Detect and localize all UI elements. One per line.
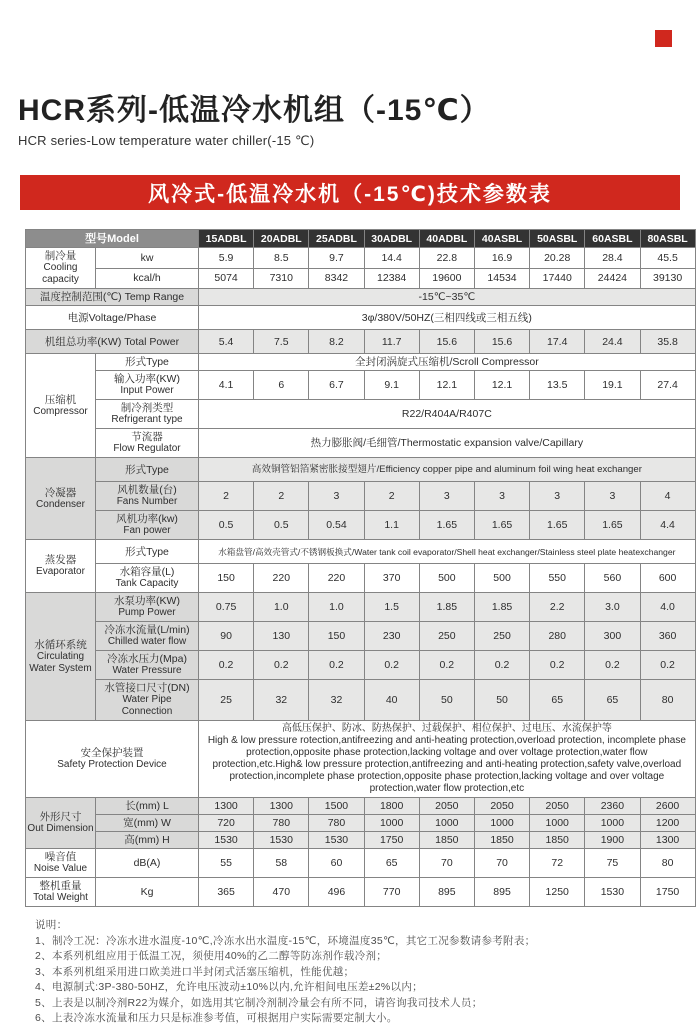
value-cell: 1300 (199, 798, 254, 815)
value-cell: 2050 (530, 798, 585, 815)
value-cell: 1500 (309, 798, 364, 815)
value-cell: 50 (474, 680, 529, 721)
evaporator-type-row (26, 540, 696, 564)
model-name: 25ADBL (309, 230, 364, 248)
model-header-label: 型号Model (26, 230, 199, 248)
value-cell: 1200 (640, 815, 695, 832)
value-cell: 360 (640, 622, 695, 651)
note-line: 5、上表是以制冷剂R22为媒介，如选用其它制冷剂制冷量会有所不同，请咨询我司技术人员； (35, 996, 483, 1009)
pump-power-label: 水泵功率(KW) Pump Power (96, 593, 199, 622)
temp-range-row (26, 289, 696, 306)
value-cell: 300 (585, 622, 640, 651)
input-power-label: 输入功率(KW) Input Power (96, 371, 199, 400)
value-cell: 0.2 (474, 651, 529, 680)
value-cell: 17.4 (530, 330, 585, 354)
refrigerant-value: R22/R404A/R407C (199, 400, 696, 429)
value-cell: 24.4 (585, 330, 640, 354)
flow-regulator-row (26, 429, 696, 458)
value-cell: 1750 (640, 878, 695, 907)
value-cell: 25 (199, 680, 254, 721)
value-cell: 1300 (640, 832, 695, 849)
value-cell: 365 (199, 878, 254, 907)
value-cell: 280 (530, 622, 585, 651)
value-cell: 75 (585, 849, 640, 878)
safety-label: 安全保护装置 Safety Protection Device (26, 721, 199, 798)
safety-text: 高低压保护、防冰、防热保护、过载保护、相位保护、过电压、水流保护等 High & low pressure rotection,antifreezing and anti-heating protection,overload protection, incomplete phase protection,opposite phase protection,lacking voltage and over voltage protection,water flow protection,etc.High& low pressure protection,antifreezing and anti-heating protection,safety valve,overload protection,incomplete phase protection,opposite phase protection,lacking voltage and over voltage protection,water flow protection,etc (199, 721, 696, 798)
value-cell: 720 (199, 815, 254, 832)
section-banner: 风冷式-低温冷水机（-15℃)技术参数表 (20, 175, 680, 210)
notes-heading: 说明： (35, 919, 68, 931)
water-system-label: 水循环系统 Circulating Water System (26, 593, 96, 721)
value-cell: 1.1 (364, 511, 419, 540)
noise-unit: dB(A) (96, 849, 199, 878)
value-cell: 39130 (640, 268, 695, 289)
total-power-label: 机组总功率(KW) Total Power (26, 330, 199, 354)
chilled-flow-row (26, 622, 696, 651)
value-cell: 0.2 (199, 651, 254, 680)
page-subtitle: HCR series-Low temperature water chiller(-15 ℃) (18, 133, 315, 148)
value-cell: 770 (364, 878, 419, 907)
value-cell: 1850 (530, 832, 585, 849)
value-cell: 7.5 (254, 330, 309, 354)
value-cell: 5074 (199, 268, 254, 289)
value-cell: 35.8 (640, 330, 695, 354)
value-cell: 3 (585, 482, 640, 511)
value-cell: 230 (364, 622, 419, 651)
value-cell: 40 (364, 680, 419, 721)
value-cell: 0.2 (309, 651, 364, 680)
condenser-type-row (26, 458, 696, 482)
value-cell: 3 (309, 482, 364, 511)
value-cell: 3 (419, 482, 474, 511)
input-power-row (26, 371, 696, 400)
value-cell: 19.1 (585, 371, 640, 400)
value-cell: 80 (640, 680, 695, 721)
value-cell: 1850 (419, 832, 474, 849)
value-cell: 1530 (309, 832, 364, 849)
temp-range-label: 温度控制范围(℃) Temp Range (26, 289, 199, 306)
value-cell: 220 (254, 564, 309, 593)
value-cell: 0.5 (199, 511, 254, 540)
value-cell: 0.2 (419, 651, 474, 680)
note-line: 6、上表冷冻水流量和压力只是标准参考值，可根据用户实际需要定制大小。 (35, 1012, 398, 1024)
value-cell: 7310 (254, 268, 309, 289)
value-cell: 2050 (474, 798, 529, 815)
value-cell: 1300 (254, 798, 309, 815)
value-cell: 20.28 (530, 248, 585, 269)
total-power-row (26, 330, 696, 354)
height-row (26, 832, 696, 849)
value-cell: 250 (474, 622, 529, 651)
value-cell: 4 (640, 482, 695, 511)
value-cell: 27.4 (640, 371, 695, 400)
refrigerant-row (26, 400, 696, 429)
value-cell: 3 (530, 482, 585, 511)
value-cell: 9.7 (309, 248, 364, 269)
value-cell: 3 (474, 482, 529, 511)
note-line: 2、本系列机组应用于低温工况，须使用40%的乙二醇等防冻剂作载冷剂； (35, 950, 388, 962)
condenser-label: 冷凝器 Condenser (26, 458, 96, 540)
value-cell: 5.9 (199, 248, 254, 269)
power-supply-row (26, 306, 696, 330)
value-cell: 65 (530, 680, 585, 721)
value-cell: 1.85 (474, 593, 529, 622)
value-cell: 1.65 (585, 511, 640, 540)
water-pressure-label: 冷冻水压力(Mpa) Water Pressure (96, 651, 199, 680)
evaporator-type-value: 水箱盘管/高效壳管式/不锈钢板换式/Water tank coil evaporator/Shell heat exchanger/Stainless steel plate heatexchanger (199, 540, 696, 564)
value-cell: 1.5 (364, 593, 419, 622)
value-cell: 2 (364, 482, 419, 511)
model-name: 50ASBL (530, 230, 585, 248)
kcal-label: kcal/h (96, 268, 199, 289)
width-row (26, 815, 696, 832)
compressor-type-label: 形式Type (96, 354, 199, 371)
value-cell: 1530 (254, 832, 309, 849)
note-line: 1、制冷工况：冷冻水进水温度-10℃,冷冻水出水温度-15℃，环境温度35℃，其它工况参数请参考附表； (35, 934, 536, 947)
weight-label: 整机重量 Total Weight (26, 878, 96, 907)
value-cell: 12.1 (419, 371, 474, 400)
power-supply-label: 电源Voltage/Phase (26, 306, 199, 330)
value-cell: 90 (199, 622, 254, 651)
value-cell: 4.4 (640, 511, 695, 540)
value-cell: 14534 (474, 268, 529, 289)
value-cell: 8342 (309, 268, 364, 289)
value-cell: 22.8 (419, 248, 474, 269)
value-cell: 50 (419, 680, 474, 721)
value-cell: 15.6 (419, 330, 474, 354)
chilled-flow-label: 冷冻水流量(L/min) Chilled water flow (96, 622, 199, 651)
length-row (26, 798, 696, 815)
value-cell: 1750 (364, 832, 419, 849)
value-cell: 1.65 (419, 511, 474, 540)
value-cell: 150 (309, 622, 364, 651)
value-cell: 1000 (364, 815, 419, 832)
value-cell: 58 (254, 849, 309, 878)
height-label: 高(mm) H (96, 832, 199, 849)
compressor-type-row (26, 354, 696, 371)
value-cell: 780 (254, 815, 309, 832)
kw-label: kw (96, 248, 199, 269)
value-cell: 550 (530, 564, 585, 593)
fan-power-row (26, 511, 696, 540)
value-cell: 895 (474, 878, 529, 907)
dimension-label: 外形尺寸 Out Dimension (26, 798, 96, 849)
value-cell: 780 (309, 815, 364, 832)
value-cell: 8.2 (309, 330, 364, 354)
value-cell: 0.2 (640, 651, 695, 680)
cooling-kw-row (26, 248, 696, 269)
value-cell: 500 (419, 564, 474, 593)
value-cell: 1.65 (530, 511, 585, 540)
compressor-type-value: 全封闭涡旋式压缩机/Scroll Compressor (199, 354, 696, 371)
value-cell: 560 (585, 564, 640, 593)
value-cell: 2.2 (530, 593, 585, 622)
value-cell: 65 (364, 849, 419, 878)
value-cell: 12384 (364, 268, 419, 289)
pipe-connection-row (26, 680, 696, 721)
value-cell: 2050 (419, 798, 474, 815)
value-cell: 32 (254, 680, 309, 721)
width-label: 宽(mm) W (96, 815, 199, 832)
value-cell: 72 (530, 849, 585, 878)
value-cell: 28.4 (585, 248, 640, 269)
value-cell: 250 (419, 622, 474, 651)
model-name: 60ASBL (585, 230, 640, 248)
pump-power-row (26, 593, 696, 622)
value-cell: 8.5 (254, 248, 309, 269)
value-cell: 470 (254, 878, 309, 907)
value-cell: 0.2 (364, 651, 419, 680)
condenser-type-label: 形式Type (96, 458, 199, 482)
value-cell: 12.1 (474, 371, 529, 400)
value-cell: 6 (254, 371, 309, 400)
value-cell: 80 (640, 849, 695, 878)
value-cell: 1850 (474, 832, 529, 849)
value-cell: 2360 (585, 798, 640, 815)
value-cell: 19600 (419, 268, 474, 289)
value-cell: 1250 (530, 878, 585, 907)
compressor-label: 压缩机 Compressor (26, 354, 96, 458)
noise-row (26, 849, 696, 878)
notes-section (35, 918, 700, 1027)
value-cell: 1.85 (419, 593, 474, 622)
value-cell: 130 (254, 622, 309, 651)
condenser-type-value: 高效铜管铝箔紧密胀接型翅片/Efficiency copper pipe and aluminum foil wing heat exchanger (199, 458, 696, 482)
value-cell: 70 (419, 849, 474, 878)
value-cell: 1.0 (309, 593, 364, 622)
cooling-capacity-label: 制冷量 Cooling capacity (26, 248, 96, 289)
value-cell: 0.75 (199, 593, 254, 622)
value-cell: 895 (419, 878, 474, 907)
value-cell: 15.6 (474, 330, 529, 354)
value-cell: 1530 (199, 832, 254, 849)
value-cell: 500 (474, 564, 529, 593)
value-cell: 1000 (530, 815, 585, 832)
fans-number-label: 风机数量(台) Fans Number (96, 482, 199, 511)
flow-regulator-value: 热力膨胀阀/毛细管/Thermostatic expansion valve/Capillary (199, 429, 696, 458)
value-cell: 0.2 (585, 651, 640, 680)
header (0, 0, 700, 149)
value-cell: 70 (474, 849, 529, 878)
value-cell: 11.7 (364, 330, 419, 354)
value-cell: 150 (199, 564, 254, 593)
value-cell: 1000 (585, 815, 640, 832)
value-cell: 2 (254, 482, 309, 511)
value-cell: 0.5 (254, 511, 309, 540)
model-name: 15ADBL (199, 230, 254, 248)
value-cell: 1900 (585, 832, 640, 849)
water-pressure-row (26, 651, 696, 680)
note-line: 3、本系列机组采用进口欧美进口半封闭式活塞压缩机，性能优越； (35, 965, 355, 978)
value-cell: 45.5 (640, 248, 695, 269)
weight-unit: Kg (96, 878, 199, 907)
evaporator-type-label: 形式Type (96, 540, 199, 564)
refrigerant-label: 制冷剂类型 Refrigerant type (96, 400, 199, 429)
cooling-kcal-row (26, 268, 696, 289)
temp-range-value: -15℃~35℃ (199, 289, 696, 306)
value-cell: 14.4 (364, 248, 419, 269)
value-cell: 370 (364, 564, 419, 593)
value-cell: 1.65 (474, 511, 529, 540)
value-cell: 1000 (419, 815, 474, 832)
value-cell: 4.1 (199, 371, 254, 400)
safety-row (26, 721, 696, 798)
value-cell: 496 (309, 878, 364, 907)
model-name: 30ADBL (364, 230, 419, 248)
value-cell: 6.7 (309, 371, 364, 400)
value-cell: 65 (585, 680, 640, 721)
noise-label: 噪音值 Noise Value (26, 849, 96, 878)
weight-row (26, 878, 696, 907)
value-cell: 2600 (640, 798, 695, 815)
value-cell: 32 (309, 680, 364, 721)
value-cell: 0.54 (309, 511, 364, 540)
value-cell: 220 (309, 564, 364, 593)
model-name: 40ASBL (474, 230, 529, 248)
value-cell: 1000 (474, 815, 529, 832)
fan-power-label: 风机功率(kw) Fan power (96, 511, 199, 540)
tank-capacity-label: 水箱容量(L) Tank Capacity (96, 564, 199, 593)
value-cell: 4.0 (640, 593, 695, 622)
corner-accent-square (655, 30, 672, 47)
note-line: 4、电源制式:3P-380-50HZ，允许电压波动±10%以内,允许相间电压差±2%以内； (35, 981, 423, 993)
value-cell: 1800 (364, 798, 419, 815)
pipe-connection-label: 水管接口尺寸(DN) Water Pipe Connection (96, 680, 199, 721)
value-cell: 17440 (530, 268, 585, 289)
value-cell: 1.0 (254, 593, 309, 622)
value-cell: 1530 (585, 878, 640, 907)
model-name: 20ADBL (254, 230, 309, 248)
value-cell: 13.5 (530, 371, 585, 400)
model-name: 40ADBL (419, 230, 474, 248)
value-cell: 5.4 (199, 330, 254, 354)
evaporator-label: 蒸发器 Evaporator (26, 540, 96, 593)
length-label: 长(mm) L (96, 798, 199, 815)
fans-number-row (26, 482, 696, 511)
value-cell: 0.2 (530, 651, 585, 680)
value-cell: 55 (199, 849, 254, 878)
value-cell: 9.1 (364, 371, 419, 400)
model-name: 80ASBL (640, 230, 695, 248)
value-cell: 24424 (585, 268, 640, 289)
value-cell: 3.0 (585, 593, 640, 622)
value-cell: 60 (309, 849, 364, 878)
value-cell: 2 (199, 482, 254, 511)
model-header-row (26, 230, 696, 248)
page-title: HCR系列-低温冷水机组（-15℃） (18, 94, 491, 127)
flow-regulator-label: 节流器 Flow Regulator (96, 429, 199, 458)
value-cell: 0.2 (254, 651, 309, 680)
power-supply-value: 3φ/380V/50HZ(三相四线或三相五线) (199, 306, 696, 330)
value-cell: 600 (640, 564, 695, 593)
spec-table (25, 229, 696, 907)
value-cell: 16.9 (474, 248, 529, 269)
tank-capacity-row (26, 564, 696, 593)
